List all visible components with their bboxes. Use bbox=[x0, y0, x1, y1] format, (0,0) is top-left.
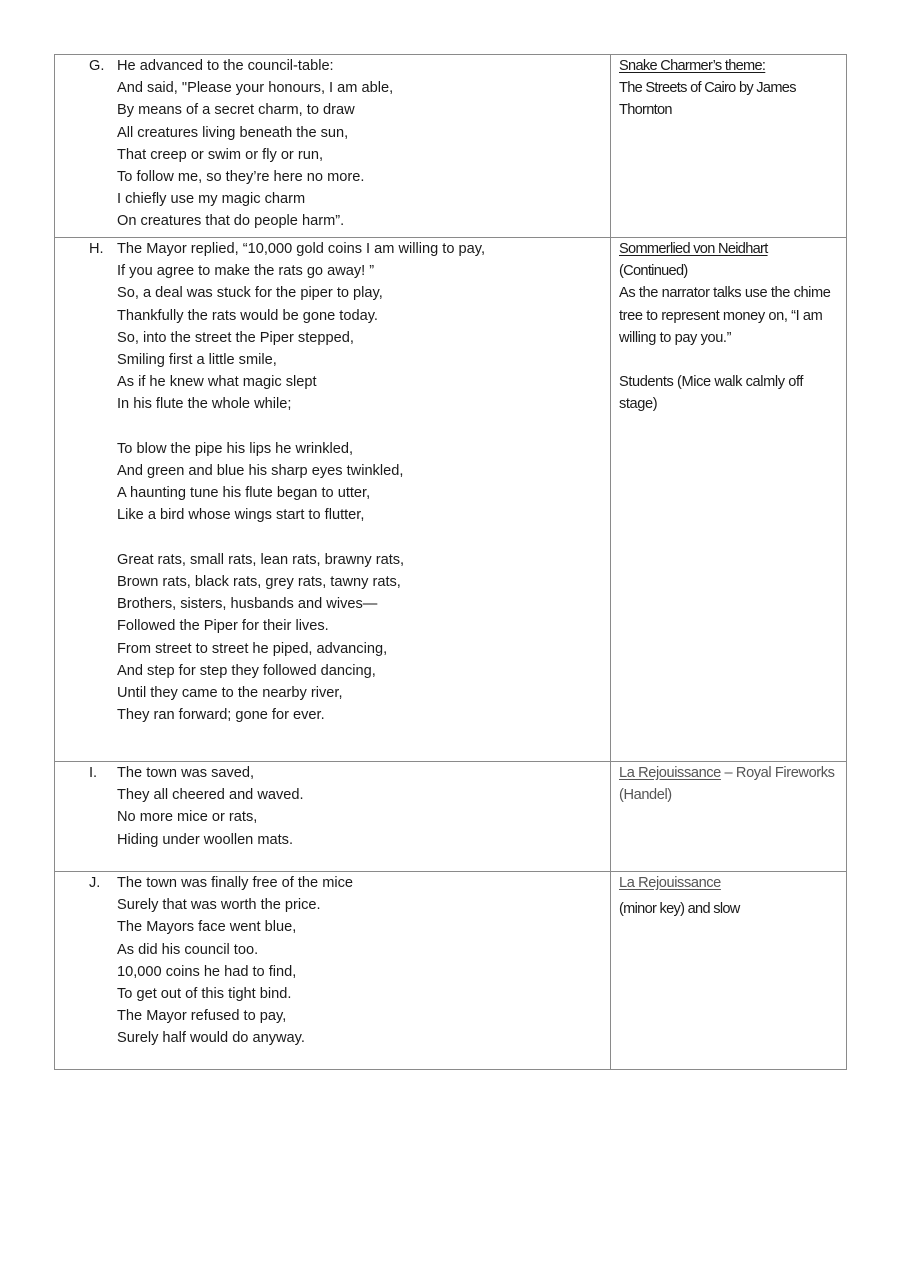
verse-line: They ran forward; gone for ever. bbox=[117, 707, 325, 724]
verse-line: And step for step they followed dancing, bbox=[117, 662, 376, 679]
verse-line: As did his council too. bbox=[117, 941, 259, 958]
verse-line: The Mayor refused to pay, bbox=[117, 1008, 287, 1025]
verse-line: And green and blue his sharp eyes twinkled, bbox=[117, 463, 404, 480]
verse-line: On creatures that do people harm”. bbox=[117, 213, 345, 230]
music-notes bbox=[611, 55, 846, 122]
verse-line: Until they came to the nearby river, bbox=[117, 685, 343, 702]
verse-block bbox=[55, 55, 610, 233]
music-notes bbox=[611, 762, 846, 806]
music-note: As the narrator talks use the chime tree to represent money on, “I am willing to pay you.” bbox=[619, 285, 831, 346]
music-cell bbox=[611, 55, 847, 238]
verse-line: So, into the street the Piper stepped, bbox=[117, 329, 354, 346]
verse-line: Surely that was worth the price. bbox=[117, 897, 321, 914]
section-letter: I. bbox=[89, 765, 98, 781]
section-letter: J. bbox=[89, 875, 101, 891]
verse-cell bbox=[55, 238, 611, 762]
music-title: La Rejouissance bbox=[619, 875, 721, 891]
section-row-j bbox=[55, 872, 847, 1070]
verse-line: Great rats, small rats, lean rats, brawny rats, bbox=[117, 551, 405, 568]
note-gap bbox=[619, 349, 840, 371]
verse-block bbox=[55, 238, 610, 726]
verse-block bbox=[55, 872, 610, 1050]
verse-line: To get out of this tight bind. bbox=[117, 986, 292, 1003]
music-title: La Rejouissance bbox=[619, 765, 721, 781]
verse-line: Like a bird whose wings start to flutter, bbox=[117, 507, 365, 524]
verse-line: 10,000 coins he had to find, bbox=[117, 963, 297, 980]
verse-line: They all cheered and waved. bbox=[117, 787, 304, 804]
music-detail: The Streets of Cairo by James Thornton bbox=[619, 80, 796, 119]
verse-line: Hiding under woollen mats. bbox=[117, 831, 294, 848]
section-letter: G. bbox=[89, 58, 105, 74]
verse-line: Brown rats, black rats, grey rats, tawny rats, bbox=[117, 574, 401, 591]
verse-line: No more mice or rats, bbox=[117, 809, 258, 826]
verse-block bbox=[55, 762, 610, 851]
music-cell bbox=[611, 872, 847, 1070]
section-row-h bbox=[55, 238, 847, 762]
verse-line: All creatures living beneath the sun, bbox=[117, 124, 349, 141]
verse-line: Surely half would do anyway. bbox=[117, 1030, 305, 1047]
stanza-gap bbox=[117, 416, 602, 438]
music-cell bbox=[611, 762, 847, 872]
verse-line: I chiefly use my magic charm bbox=[117, 191, 306, 208]
verse-line: By means of a secret charm, to draw bbox=[117, 102, 355, 119]
stage-note: Students (Mice walk calmly off stage) bbox=[619, 374, 804, 413]
music-title: Snake Charmer’s theme: bbox=[619, 58, 766, 74]
music-title: Sommerlied von Neidhart bbox=[619, 241, 768, 257]
verse-line: To follow me, so they’re here no more. bbox=[117, 169, 365, 186]
verse-line: He advanced to the council-table: bbox=[117, 58, 334, 74]
verse-line: Brothers, sisters, husbands and wives— bbox=[117, 596, 378, 613]
verse-line: The Mayors face went blue, bbox=[117, 919, 297, 936]
section-row-g bbox=[55, 55, 847, 238]
verse-line: A haunting tune his flute began to utter, bbox=[117, 485, 371, 502]
section-letter: H. bbox=[89, 241, 104, 257]
section-row-i bbox=[55, 762, 847, 872]
verse-line: Followed the Piper for their lives. bbox=[117, 618, 329, 635]
verse-line: Thankfully the rats would be gone today. bbox=[117, 307, 378, 324]
verse-line: From street to street he piped, advancing, bbox=[117, 640, 388, 657]
stanza-gap bbox=[117, 527, 602, 549]
music-notes bbox=[611, 872, 846, 920]
music-cell bbox=[611, 238, 847, 762]
verse-cell bbox=[55, 872, 611, 1070]
music-continued: (Continued) bbox=[619, 263, 688, 280]
script-table bbox=[54, 54, 847, 1070]
verse-line: Smiling first a little smile, bbox=[117, 352, 277, 369]
verse-line: As if he knew what magic slept bbox=[117, 374, 317, 391]
verse-line: If you agree to make the rats go away! ” bbox=[117, 263, 375, 280]
verse-line: The town was finally free of the mice bbox=[117, 875, 354, 891]
verse-line: That creep or swim or fly or run, bbox=[117, 146, 323, 163]
music-detail: (minor key) and slow bbox=[619, 901, 740, 918]
verse-line: In his flute the whole while; bbox=[117, 396, 292, 413]
music-rest: – Royal Fireworks (Handel) bbox=[619, 765, 835, 804]
verse-line: To blow the pipe his lips he wrinkled, bbox=[117, 440, 354, 457]
verse-line: The Mayor replied, “10,000 gold coins I am willing to pay, bbox=[117, 241, 486, 257]
verse-line: So, a deal was stuck for the piper to play, bbox=[117, 285, 383, 302]
verse-line: The town was saved, bbox=[117, 765, 255, 781]
verse-cell bbox=[55, 55, 611, 238]
music-notes bbox=[611, 238, 846, 416]
verse-cell bbox=[55, 762, 611, 872]
verse-line: And said, "Please your honours, I am able, bbox=[117, 80, 394, 97]
